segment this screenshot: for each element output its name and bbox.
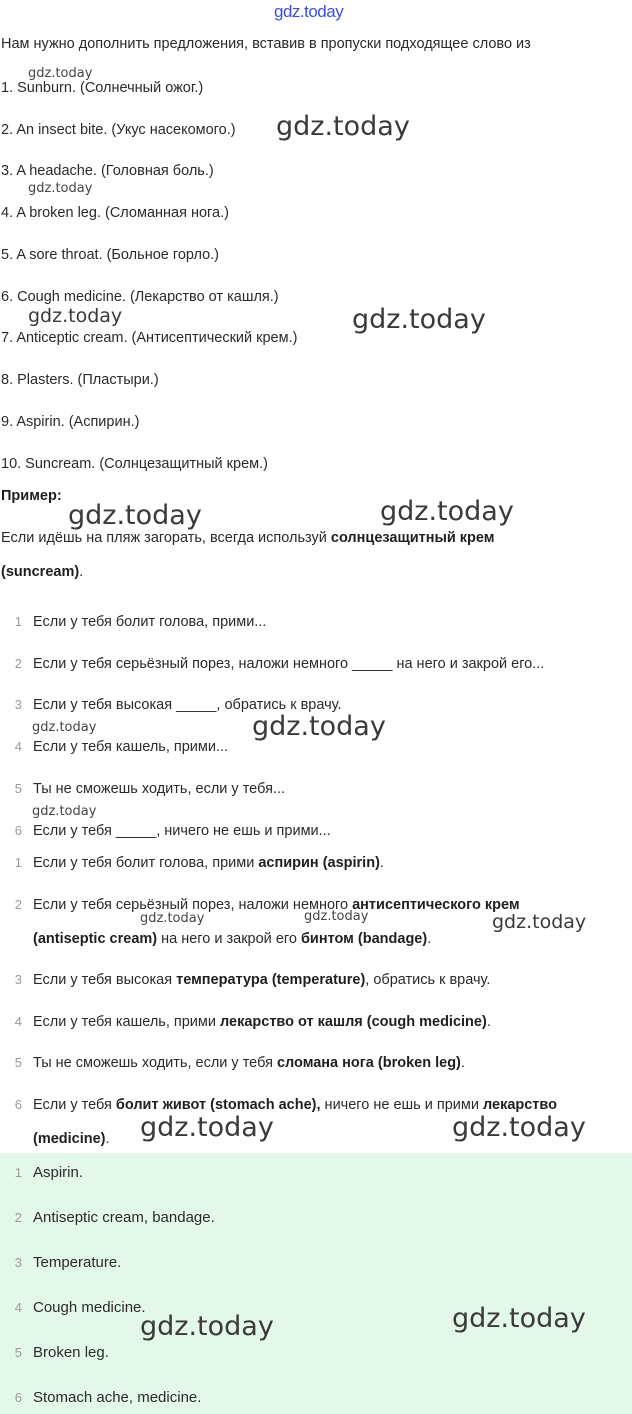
watermark: gdz.today	[492, 911, 587, 933]
watermark: gdz.today	[252, 711, 386, 742]
filled-row: 5 Ты не сможешь ходить, если у тебя сломана нога (broken leg).	[14, 1055, 465, 1071]
filled-row: 6 Если у тебя болит живот (stomach ache), ничего не ешь и прими лекарство	[14, 1097, 557, 1113]
example-sentence-cont: (suncream).	[1, 564, 84, 580]
filled-row-cont: (medicine).	[33, 1131, 110, 1147]
watermark: gdz.today	[452, 1303, 586, 1334]
filled-row: 2 Если у тебя серьёзный порез, наложи немного антисептического крем	[14, 897, 520, 913]
answer-item: 1 Aspirin.	[14, 1164, 84, 1181]
answer-item: 3 Temperature.	[14, 1254, 122, 1271]
watermark: gdz.today	[28, 305, 123, 327]
answer-item: 5 Broken leg.	[14, 1344, 109, 1361]
vocab-item: 3. A headache. (Головная боль.)	[1, 163, 214, 179]
answer-item: 4 Cough medicine.	[14, 1299, 146, 1316]
question-row: 2 Если у тебя серьёзный порез, наложи немного _____ на него и закрой его...	[14, 656, 545, 672]
question-row: 5 Ты не сможешь ходить, если у тебя...	[14, 781, 286, 797]
watermark: gdz.today	[304, 909, 369, 924]
question-row: 6 Если у тебя _____, ничего не ешь и прими...	[14, 823, 331, 839]
watermark: gdz.today	[140, 911, 205, 926]
watermark: gdz.today	[452, 1112, 586, 1143]
vocab-item: 6. Cough medicine. (Лекарство от кашля.)	[1, 289, 279, 305]
watermark: gdz.today	[32, 720, 97, 735]
vocab-item: 2. An insect bite. (Укус насекомого.)	[1, 122, 236, 138]
filled-row: 4 Если у тебя кашель, прими лекарство от кашля (cough medicine).	[14, 1014, 491, 1030]
vocab-item: 9. Aspirin. (Аспирин.)	[1, 414, 140, 430]
question-row: 1 Если у тебя болит голова, прими...	[14, 614, 267, 630]
filled-row: 3 Если у тебя высокая температура (temperature), обратись к врачу.	[14, 972, 491, 988]
answer-item: 6 Stomach ache, medicine.	[14, 1389, 202, 1406]
watermark: gdz.today	[28, 66, 93, 81]
intro-text: Нам нужно дополнить предложения, вставив в пропуски подходящее слово из	[1, 36, 531, 52]
vocab-item: 1. Sunburn. (Солнечный ожог.)	[1, 80, 204, 96]
watermark: gdz.today	[32, 804, 97, 819]
watermark: gdz.today	[28, 181, 93, 196]
answers-panel	[0, 1153, 632, 1414]
watermark: gdz.today	[352, 304, 486, 335]
watermark: gdz.today	[380, 496, 514, 527]
vocab-item: 5. A sore throat. (Больное горло.)	[1, 247, 220, 263]
example-sentence: Если идёшь на пляж загорать, всегда используй солнцезащитный крем	[1, 530, 495, 546]
site-logo[interactable]: gdz.today	[274, 2, 344, 21]
example-label: Пример:	[1, 488, 62, 504]
filled-row-cont: (antiseptic cream) на него и закрой его бинтом (bandage).	[33, 931, 432, 947]
vocab-item: 8. Plasters. (Пластыри.)	[1, 372, 159, 388]
answer-item: 2 Antiseptic cream, bandage.	[14, 1209, 215, 1226]
question-row: 3 Если у тебя высокая _____, обратись к врачу.	[14, 697, 342, 713]
vocab-item: 10. Suncream. (Солнцезащитный крем.)	[1, 456, 268, 472]
filled-row: 1 Если у тебя болит голова, прими аспирин (aspirin).	[14, 855, 384, 871]
vocab-item: 4. A broken leg. (Сломанная нога.)	[1, 205, 229, 221]
vocab-item: 7. Anticeptic cream. (Антисептический крем.)	[1, 330, 298, 346]
watermark: gdz.today	[140, 1112, 274, 1143]
watermark: gdz.today	[68, 500, 202, 531]
question-row: 4 Если у тебя кашель, прими...	[14, 739, 229, 755]
watermark: gdz.today	[140, 1311, 274, 1342]
watermark: gdz.today	[276, 111, 410, 142]
